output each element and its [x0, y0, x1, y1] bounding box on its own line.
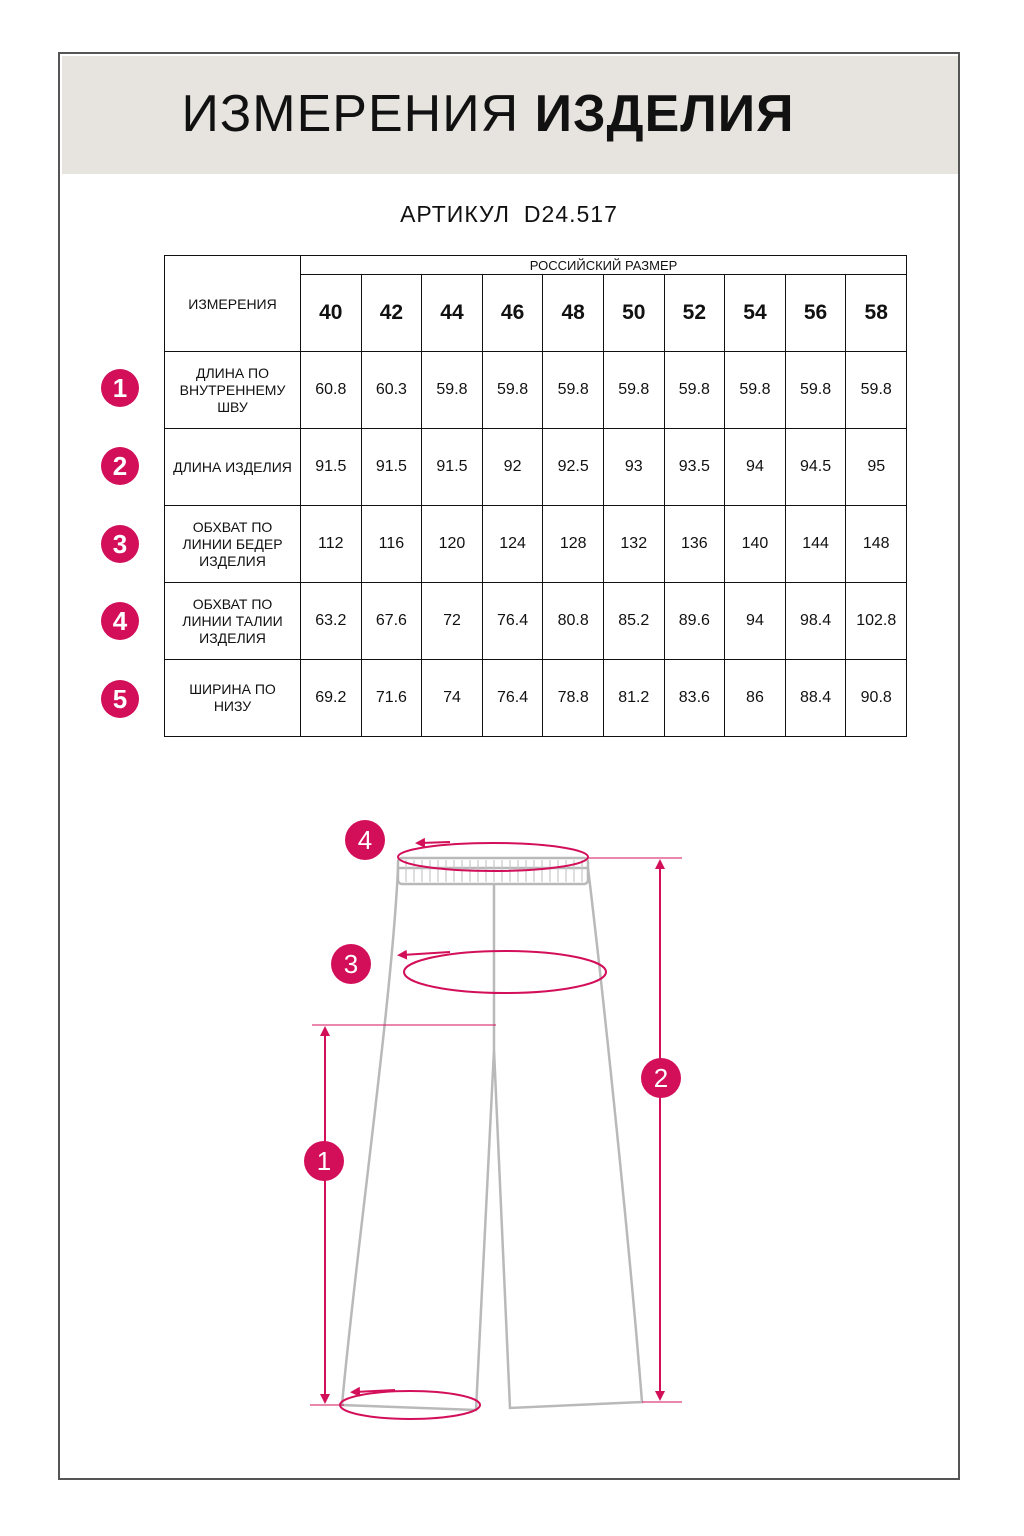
table-cell: 95: [846, 429, 907, 506]
size-header: 54: [725, 275, 786, 352]
table-cell: 112: [301, 506, 362, 583]
table-cell: 69.2: [301, 660, 362, 737]
size-header: 42: [361, 275, 422, 352]
diagram-marker-3: [331, 944, 371, 984]
table-cell: 91.5: [422, 429, 483, 506]
table-cell: 59.8: [725, 352, 786, 429]
table-cell: 59.8: [482, 352, 543, 429]
size-header: 52: [664, 275, 725, 352]
table-cell: 116: [361, 506, 422, 583]
row-number-badge-1: 1: [101, 369, 139, 407]
row-label: ОБХВАТ ПО ЛИНИИ БЕДЕР ИЗДЕЛИЯ: [165, 506, 301, 583]
table-cell: 90.8: [846, 660, 907, 737]
table-cell: 94.5: [785, 429, 846, 506]
diagram-marker-4: [345, 820, 385, 860]
row-number-badge-5: 5: [101, 680, 139, 718]
table-cell: 94: [725, 583, 786, 660]
size-header: 46: [482, 275, 543, 352]
table-cell: 140: [725, 506, 786, 583]
measurement-lines: [310, 842, 682, 1419]
row-label: ОБХВАТ ПО ЛИНИИ ТАЛИИ ИЗДЕЛИЯ: [165, 583, 301, 660]
row-label: ДЛИНА ИЗДЕЛИЯ: [165, 429, 301, 506]
table-cell: 128: [543, 506, 604, 583]
table-cell: 144: [785, 506, 846, 583]
table-cell: 93.5: [664, 429, 725, 506]
diagram-marker-1: [304, 1141, 344, 1181]
table-cell: 86: [725, 660, 786, 737]
diagram-marker-2-label: 2: [653, 1063, 669, 1093]
table-cell: 74: [422, 660, 483, 737]
row-label: ШИРИНА ПО НИЗУ: [165, 660, 301, 737]
table-cell: 89.6: [664, 583, 725, 660]
table-cell: 92.5: [543, 429, 604, 506]
article-label: АРТИКУЛ: [400, 201, 510, 227]
corner-label: ИЗМЕРЕНИЯ: [165, 256, 301, 352]
table-cell: 102.8: [846, 583, 907, 660]
size-group-header: РОССИЙСКИЙ РАЗМЕР: [301, 256, 907, 275]
size-header: 50: [603, 275, 664, 352]
table-cell: 88.4: [785, 660, 846, 737]
table-cell: 59.8: [664, 352, 725, 429]
pants-outline: [342, 858, 642, 1410]
diagram-marker-4-label: 4: [357, 825, 373, 855]
table-cell: 60.8: [301, 352, 362, 429]
table-cell: 91.5: [301, 429, 362, 506]
article-code: D24.517: [523, 201, 618, 227]
table-cell: 81.2: [603, 660, 664, 737]
table-cell: 72: [422, 583, 483, 660]
title-light: ИЗМЕРЕНИЯ: [181, 85, 520, 143]
table-cell: 80.8: [543, 583, 604, 660]
row-number-badge-3: 3: [101, 525, 139, 563]
title-bold: ИЗДЕЛИЯ: [534, 85, 795, 143]
size-header: 44: [422, 275, 483, 352]
size-header: 40: [301, 275, 362, 352]
diagram-marker-3-label: 3: [343, 949, 359, 979]
table-cell: 71.6: [361, 660, 422, 737]
table-cell: 94: [725, 429, 786, 506]
table-cell: 59.8: [846, 352, 907, 429]
row-number-badge-4: 4: [101, 602, 139, 640]
row-number-badge-2: 2: [101, 447, 139, 485]
size-header: 48: [543, 275, 604, 352]
table-cell: 93: [603, 429, 664, 506]
table-cell: 98.4: [785, 583, 846, 660]
table-cell: 83.6: [664, 660, 725, 737]
table-cell: 124: [482, 506, 543, 583]
table-cell: 59.8: [785, 352, 846, 429]
table-cell: 132: [603, 506, 664, 583]
table-cell: 76.4: [482, 660, 543, 737]
table-cell: 59.8: [603, 352, 664, 429]
table-cell: 148: [846, 506, 907, 583]
diagram-marker-1-label: 1: [316, 1146, 332, 1176]
table-cell: 63.2: [301, 583, 362, 660]
table-cell: 91.5: [361, 429, 422, 506]
table-cell: 60.3: [361, 352, 422, 429]
table-cell: 92: [482, 429, 543, 506]
table-cell: 120: [422, 506, 483, 583]
table-cell: 59.8: [543, 352, 604, 429]
size-header: 56: [785, 275, 846, 352]
table-cell: 136: [664, 506, 725, 583]
table-cell: 67.6: [361, 583, 422, 660]
table-cell: 78.8: [543, 660, 604, 737]
table-cell: 85.2: [603, 583, 664, 660]
row-label: ДЛИНА ПО ВНУТРЕННЕМУ ШВУ: [165, 352, 301, 429]
diagram-marker-2: [641, 1058, 681, 1098]
table-cell: 59.8: [422, 352, 483, 429]
size-header: 58: [846, 275, 907, 352]
table-cell: 76.4: [482, 583, 543, 660]
